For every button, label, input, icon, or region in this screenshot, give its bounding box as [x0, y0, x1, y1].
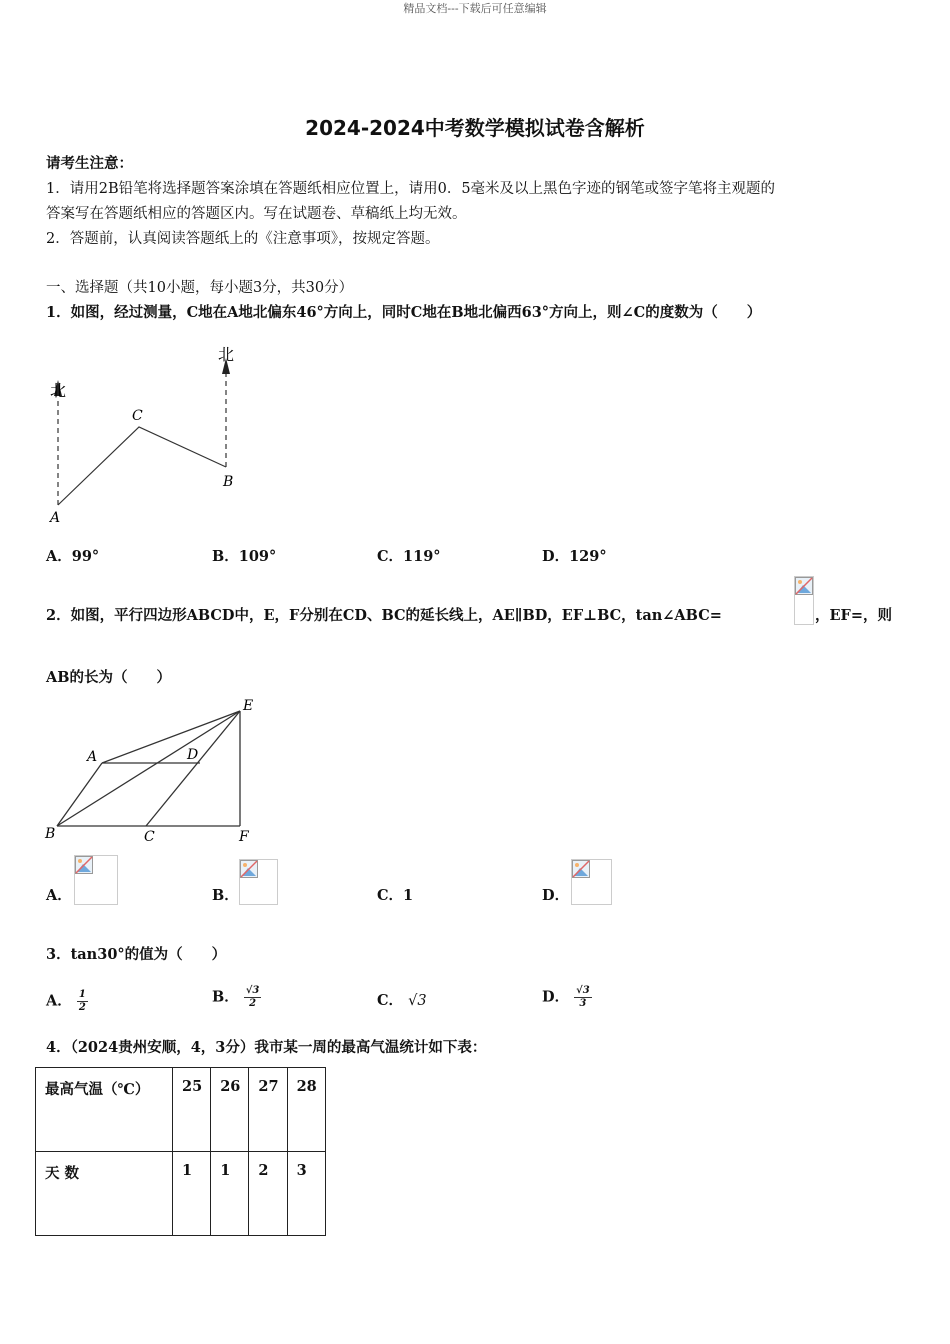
q3-b-numerator: √3 — [245, 985, 260, 996]
point-a-label: A — [50, 510, 61, 526]
table-cell: 28 — [287, 1068, 325, 1152]
q3-option-a-fraction — [77, 989, 88, 1014]
q3-option-b[interactable] — [212, 985, 261, 1010]
q3-option-d-letter: D． — [542, 988, 570, 1006]
q3-option-c-letter: C． — [377, 992, 404, 1009]
image-placeholder-icon — [572, 860, 590, 878]
table-cell: 2 — [249, 1152, 287, 1236]
question-4-text: 4．（2024贵州安顺，4，3分）我市某一周的最高气温统计如下表： — [46, 1039, 487, 1056]
table-cell: 1 — [173, 1152, 211, 1236]
notice-line-2: 答案写在答题纸相应的答题区内。写在试题卷、草稿纸上均无效。 — [46, 206, 467, 222]
q3-a-denominator: 2 — [78, 1002, 86, 1013]
q3-option-c[interactable] — [377, 989, 427, 1010]
fig2-label-d: D — [187, 747, 199, 763]
q2-option-d-image — [571, 859, 612, 905]
q1-option-b[interactable]: B．109° — [212, 548, 277, 565]
question-1-figure — [40, 340, 250, 530]
q3-d-numerator: √3 — [576, 985, 590, 996]
q3-option-b-letter: B． — [212, 988, 239, 1006]
table-cell: 1 — [211, 1152, 249, 1236]
notice-heading: 请考生注意： — [46, 155, 133, 172]
section-heading: 一、选择题（共10小题，每小题3分，共30分） — [46, 280, 354, 296]
page-header: 精品文档---下载后可任意编辑 — [403, 2, 547, 15]
q1-option-a[interactable]: A．99° — [46, 548, 100, 565]
line-ab — [57, 763, 102, 826]
page-title: 2024-2024中考数学模拟试卷含解析 — [305, 116, 645, 140]
fig2-label-c: C — [144, 829, 155, 845]
q2-option-b[interactable]: B． — [212, 887, 239, 904]
q3-a-numerator: 1 — [78, 989, 86, 1000]
q2-option-a-image — [74, 855, 118, 905]
q3-option-a-letter: A． — [46, 992, 72, 1010]
q3-option-b-fraction — [244, 985, 262, 1010]
table-cell: 26 — [211, 1068, 249, 1152]
fig2-label-f: F — [239, 829, 249, 845]
table-header-cell: 天 数 — [36, 1152, 173, 1236]
table-cell: 25 — [173, 1068, 211, 1152]
point-b-label: B — [223, 474, 234, 490]
q2-option-b-image — [239, 859, 278, 905]
q2-option-a[interactable]: A． — [46, 887, 72, 904]
fig2-label-b: B — [45, 826, 56, 842]
question-1-text: 1．如图，经过测量，C地在A地北偏东46°方向上，同时C地在B地北偏西63°方向上，则∠C的度数为（ ） — [46, 304, 762, 321]
broken-image-tan — [794, 576, 814, 625]
table-header-cell: 最高气温（℃） — [36, 1068, 173, 1152]
question-2-text-b: ，EF=，则 — [815, 607, 892, 624]
q3-option-d[interactable] — [542, 985, 592, 1010]
table-cell: 27 — [249, 1068, 287, 1152]
north-label-a: 北 — [50, 381, 67, 400]
question-3-text: 3．tan30°的值为（ ） — [46, 946, 227, 963]
notice-line-3: 2．答题前，认真阅读答题纸上的《注意事项》，按规定答题。 — [46, 231, 440, 247]
q3-option-d-fraction — [574, 985, 592, 1010]
q1-option-c[interactable]: C．119° — [377, 548, 441, 565]
q2-option-c[interactable]: C．1 — [377, 887, 414, 904]
q3-b-denominator: 2 — [249, 998, 257, 1009]
point-c-label: C — [132, 408, 143, 424]
image-placeholder-icon — [795, 577, 813, 595]
q3-option-a[interactable] — [46, 989, 88, 1014]
line-be — [57, 711, 240, 826]
question-2-text-a: 2．如图，平行四边形ABCD中，E，F分别在CD、BC的延长线上，AE∥BD，EF⊥BC，tan∠ABC= — [46, 607, 722, 624]
question-2-text-c: AB的长为（ ） — [46, 669, 172, 686]
table-cell: 3 — [287, 1152, 325, 1236]
table-row — [36, 1068, 326, 1152]
fig2-label-e: E — [243, 698, 254, 714]
q3-option-c-value: √3 — [408, 993, 427, 1009]
q3-d-denominator: 3 — [579, 998, 587, 1009]
image-placeholder-icon — [75, 856, 93, 874]
q2-option-d[interactable]: D． — [542, 887, 570, 904]
temperature-table — [35, 1067, 326, 1236]
image-placeholder-icon — [240, 860, 258, 878]
q1-option-d[interactable]: D．129° — [542, 548, 607, 565]
table-row — [36, 1152, 326, 1236]
path-acb — [58, 427, 226, 505]
question-2-figure — [40, 693, 270, 845]
notice-line-1: 1．请用2B铅笔将选择题答案涂填在答题纸相应位置上，请用0．5毫米及以上黑色字迹的钢笔或签字笔将主观题的 — [46, 181, 776, 197]
fig2-label-a: A — [87, 749, 98, 765]
north-label-b: 北 — [218, 345, 235, 364]
